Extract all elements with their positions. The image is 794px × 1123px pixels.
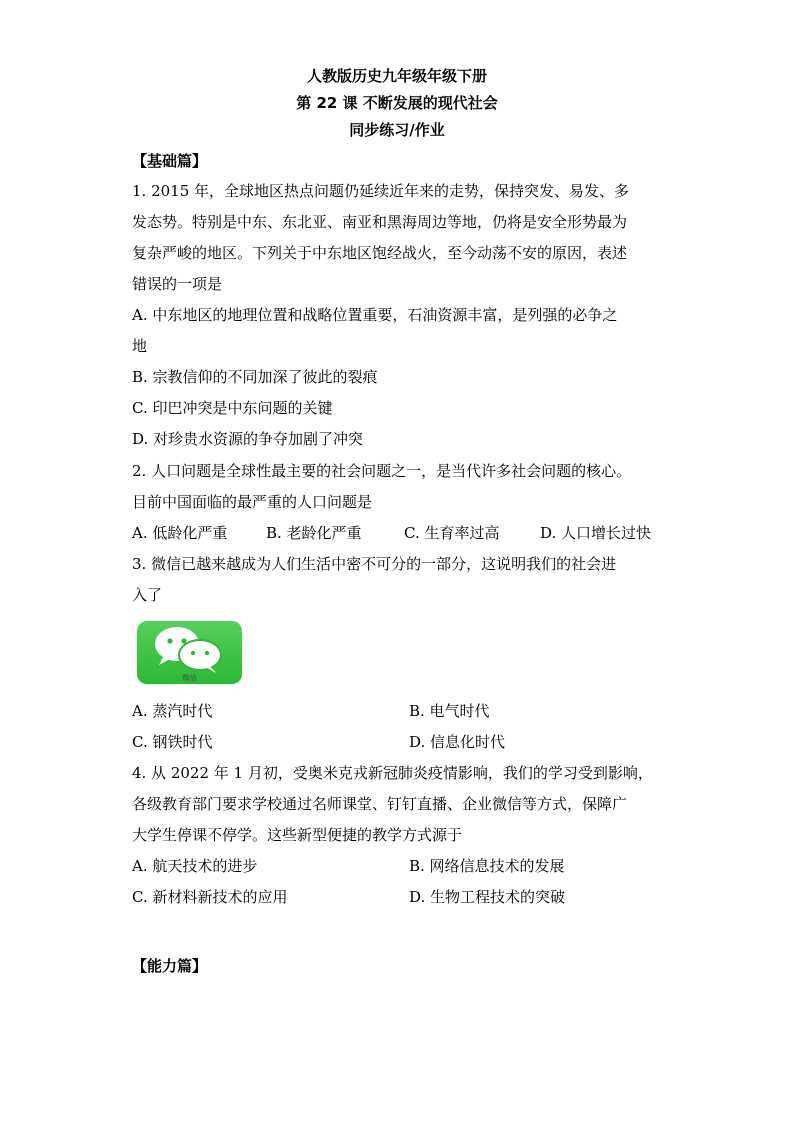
q2-line-2: 目前中国面临的最严重的人口问题是 xyxy=(132,493,373,511)
q1-line-4: 错误的一项是 xyxy=(132,275,223,293)
q2-option-a: A. 低龄化严重 xyxy=(132,524,228,542)
q1-line-3: 复杂严峻的地区。下列关于中东地区饱经战火，至今动荡不安的原因，表述 xyxy=(132,244,628,262)
q2-option-c: C. 生育率过高 xyxy=(404,524,500,542)
wechat-icon-tile xyxy=(137,621,242,684)
q2-option-d: D. 人口增长过快 xyxy=(540,524,652,542)
q1-line-2: 发态势。特别是中东、东北亚、南亚和黑海周边等地，仍将是安全形势最为 xyxy=(132,213,628,231)
wechat-icon xyxy=(137,621,242,684)
doc-title-line2: 第 22 课 不断发展的现代社会 xyxy=(296,94,498,112)
q1-option-b: B. 宗教信仰的不同加深了彼此的裂痕 xyxy=(132,368,378,386)
section-basic-heading: 【基础篇】 xyxy=(132,152,208,170)
q4-option-c: C. 新材料新技术的应用 xyxy=(132,888,288,906)
q3-option-c: C. 钢铁时代 xyxy=(132,733,213,751)
doc-title-line1: 人教版历史九年级年级下册 xyxy=(306,67,487,85)
wechat-icon-label: 微信 xyxy=(182,674,197,682)
q1-option-a: A. 中东地区的地理位置和战略位置重要，石油资源丰富，是列强的必争之 xyxy=(132,306,618,324)
q1-option-c: C. 印巴冲突是中东问题的关键 xyxy=(132,399,333,417)
q2-line-1: 2. 人口问题是全球性最主要的社会问题之一，是当代许多社会问题的核心。 xyxy=(132,462,632,480)
q1-line-1: 1. 2015 年，全球地区热点问题仍延续近年来的走势，保持突发、易发、多 xyxy=(132,182,630,200)
q2-option-b: B. 老龄化严重 xyxy=(266,524,362,542)
q1-option-d: D. 对珍贵水资源的争夺加剧了冲突 xyxy=(132,430,364,448)
q4-option-d: D. 生物工程技术的突破 xyxy=(409,888,566,906)
doc-title-line3: 同步练习/作业 xyxy=(349,121,445,139)
section-ability-heading: 【能力篇】 xyxy=(132,957,208,975)
q3-line-1: 3. 微信已越来越成为人们生活中密不可分的一部分，这说明我们的社会进 xyxy=(132,555,617,573)
q1-option-a-cont: 地 xyxy=(132,337,148,355)
q4-option-b: B. 网络信息技术的发展 xyxy=(409,857,565,875)
q4-line-1: 4. 从 2022 年 1 月初，受奥米克戎新冠肺炎疫情影响，我们的学习受到影响， xyxy=(132,764,653,782)
q4-line-3: 大学生停课不停学。这些新型便捷的教学方式源于 xyxy=(132,826,463,844)
q3-option-a: A. 蒸汽时代 xyxy=(132,702,213,720)
q3-option-b: B. 电气时代 xyxy=(409,702,490,720)
q4-line-2: 各级教育部门要求学校通过名师课堂、钉钉直播、企业微信等方式，保障广 xyxy=(132,795,628,813)
q3-line-2: 入了 xyxy=(132,586,163,604)
q3-option-d: D. 信息化时代 xyxy=(409,733,506,751)
q4-option-a: A. 航天技术的进步 xyxy=(132,857,258,875)
